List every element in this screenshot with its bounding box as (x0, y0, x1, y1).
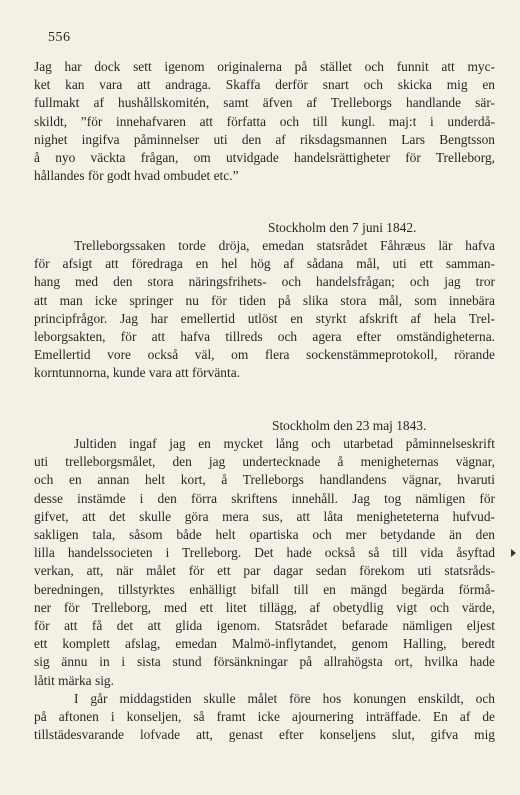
text-line: ett komplett afslag, emedan Malmö-inflytandet, genom Halling, beredt (34, 636, 495, 652)
paragraph-2 (34, 237, 495, 383)
text-line: lilla handelssocieten i Trelleborg. Det hade också så till vida åsyftad (34, 545, 495, 561)
text-line: tillstädesvarande lofvade att, genast efter konseljens slut, gifva mig (34, 727, 495, 743)
text-line: korntunnorna, kunde vara att förvänta. (34, 365, 240, 381)
text-line: desse instämde i den förra skriftens innehåll. Jag tog nämligen för (34, 490, 495, 506)
text-line: för att få det att glida igenom. Statsrådet befarade nämligen eljest (34, 618, 495, 634)
text-line: uti trelleborgsmålet, den jag undertecknade å menigheternas vägnar, (34, 454, 495, 470)
text-line: leborgsakten, för att hafva tillreds och agera efter omständigheterna. (34, 329, 495, 345)
margin-arrow-mark (511, 549, 516, 557)
text-line: Trelleborgssaken torde dröja, emedan statsrådet Fåhræus lär hafva (74, 238, 495, 253)
text-line: I går middagstiden skulle målet före hos konungen enskildt, och (74, 690, 495, 706)
text-line: fullmakt af hushållskomitén, samt äfven af Trelleborgs handlande sär- (34, 95, 495, 111)
page-number: 556 (48, 30, 71, 45)
text-line: hang med den stora näringsfrihets- och handelsfrågan; och jag tror (34, 274, 495, 290)
text-line: beredningen, tillstyrktes enhälligt bifall till en mängd begärda förmå- (34, 581, 495, 597)
text-line: gifvet, att det skulle göra mera sus, att låta menigheteterna hufvud- (34, 508, 495, 524)
text-line: för afsigt att föredraga en hel hög af sådana mål, uti ett samman- (34, 256, 495, 272)
text-line: ner för Trelleborg, med ett litet tillägg, af obetydlig vigt och värde, (34, 599, 495, 615)
text-line: att man icke springer nu för tiden på slika stora mål, som innebära (34, 292, 495, 308)
text-line: skildt, ”för innehafvaren att författa och till kungl. maj:t i underdå- (34, 113, 495, 129)
text-line: sakligen tala, såsom både helt opartiska och mer betydande än den (34, 527, 495, 543)
dateline-1842: Stockholm den 7 juni 1842. (268, 220, 417, 235)
text-line: ket kan vara att andraga. Skaffa derför snart och skicka mig en (34, 77, 495, 93)
text-line: verkan, att, när målet för ett par dagar sedan förekom uti statsråds- (34, 563, 495, 579)
text-line: Jag har dock sett igenom originalerna på stället och funnit att myc- (34, 59, 495, 74)
text-line: Jultiden ingaf jag en mycket lång och utarbetad påminnelseskrift (74, 436, 495, 451)
text-line: Emellertid vore också väl, om flera sockenstämmeprotokoll, rörande (34, 347, 495, 363)
text-line: på aftonen i konseljen, så framt icke ajournering inträffade. En af de (34, 709, 495, 725)
text-line: låtit märka sig. (34, 672, 114, 688)
text-line: å nyo väckta frågan, om utvidgade handelsrättigheter för Trelleborg, (34, 150, 495, 166)
paragraph-3 (34, 435, 495, 744)
paragraph-1 (34, 58, 495, 185)
text-line: nighet ingifva påminnelser uti den af riksdagsmannen Lars Bengtsson (34, 131, 495, 147)
text-line: hållandes för godt hvad ombudet etc.” (34, 168, 239, 184)
text-line: sig ännu in i sista stund försänkningar på allrahögsta ort, hvilka hade (34, 654, 495, 670)
text-line: principfrågor. Jag har emellertid utlöst en styrkt afskrift af hela Trel- (34, 310, 495, 326)
dateline-1843: Stockholm den 23 maj 1843. (272, 418, 427, 433)
text-line: och en annan helt kort, å Trelleborgs handlandens vägnar, hvaruti (34, 472, 495, 488)
